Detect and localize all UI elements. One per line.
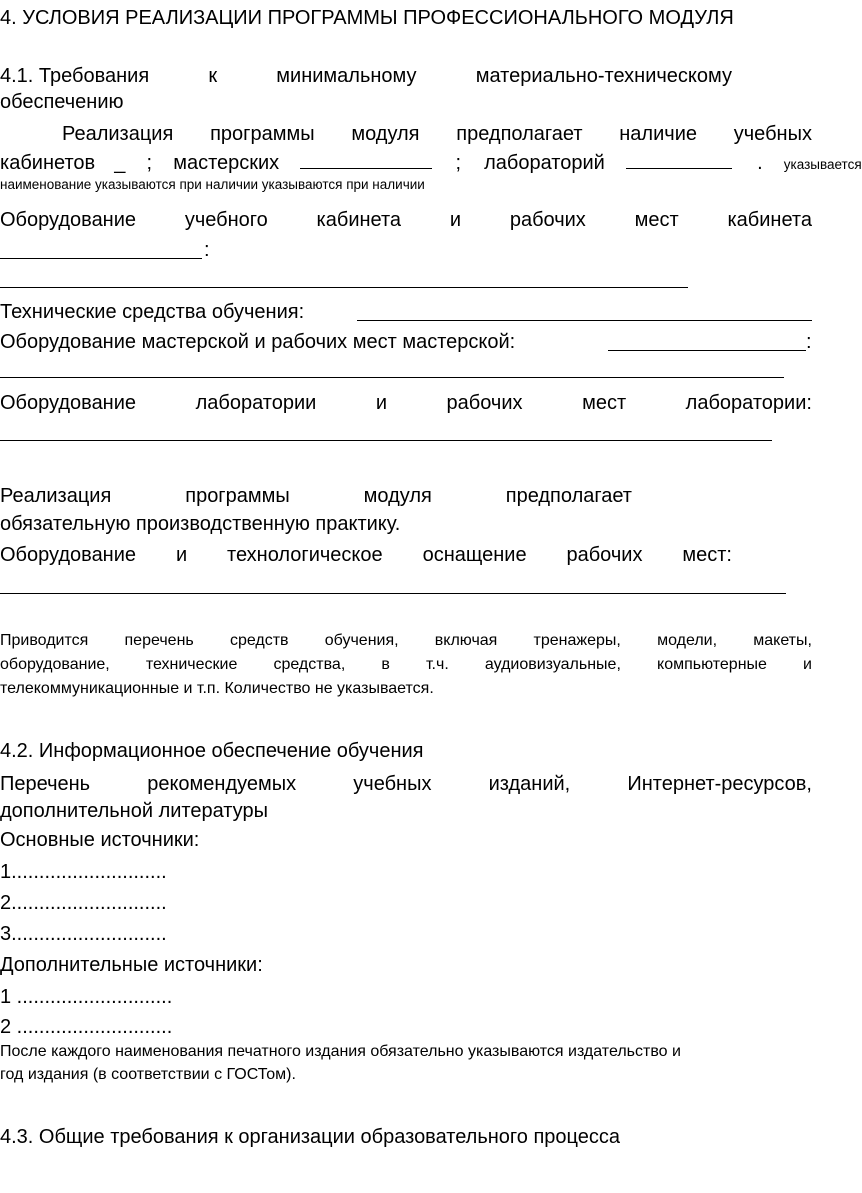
word: Оборудование <box>0 544 137 566</box>
word: и <box>803 656 812 673</box>
word: оснащение <box>422 544 527 566</box>
blank-field <box>300 150 432 169</box>
word: модели, <box>657 632 718 649</box>
equip-workshop-label: Оборудование мастерской и рабочих мест мастерской: <box>0 331 516 353</box>
word: Оборудование <box>0 392 137 414</box>
word: ; <box>455 152 461 174</box>
word: и <box>375 392 387 414</box>
word: в <box>381 656 390 673</box>
list-item: 2 ............................ <box>0 1016 173 1038</box>
word: макеты, <box>753 632 812 649</box>
footnote-line: После каждого наименования печатного издания обязательно указываются издательство и <box>0 1043 681 1060</box>
list-item: 2............................ <box>0 892 167 914</box>
blank-line <box>357 320 812 321</box>
word: модуля <box>363 485 432 507</box>
word: рабочих <box>566 544 643 566</box>
list-heading-line <box>0 772 812 796</box>
word: программы <box>185 485 290 507</box>
blank-line <box>0 287 688 288</box>
word: рабочих <box>446 392 523 414</box>
note-line-3: телекоммуникационные и т.п. Количество не указывается. <box>0 680 434 697</box>
word: тренажеры, <box>533 632 621 649</box>
word: изданий, <box>488 773 571 795</box>
paragraph-line <box>62 122 812 146</box>
word: ; <box>146 152 153 174</box>
word: рабочих <box>509 209 586 231</box>
word: Реализация <box>0 485 112 507</box>
blank-line <box>608 350 806 351</box>
section-4-3-heading: 4.3. Общие требования к организации образовательного процесса <box>0 1126 621 1148</box>
list-item: 1............................ <box>0 861 167 883</box>
word: средств <box>229 632 289 649</box>
word: рекомендуемых <box>147 773 297 795</box>
blank-line <box>0 593 786 594</box>
word: Интернет-ресурсов, <box>627 773 812 795</box>
footnote-line: год издания (в соответствии с ГОСТом). <box>0 1066 296 1083</box>
word: и <box>449 209 462 231</box>
word: технические <box>145 656 238 673</box>
word: кабинета <box>316 209 402 231</box>
word: мест <box>634 209 679 231</box>
blank-line <box>0 258 202 259</box>
tech-means-label: Технические средства обучения: <box>0 301 305 323</box>
word: предполагает <box>505 485 632 507</box>
equip-cabinet-line <box>0 208 812 232</box>
word: аудиовизуальные, <box>484 656 621 673</box>
paragraph-line-2 <box>0 150 862 175</box>
word: лаборатории: <box>685 392 812 414</box>
word: мест <box>582 392 627 414</box>
note-line <box>0 631 812 651</box>
word: Перечень <box>0 773 91 795</box>
word: модуля <box>351 123 420 145</box>
word: кабинетов <box>0 152 96 174</box>
word: Реализация <box>62 123 174 145</box>
section-4-2-heading: 4.2. Информационное обеспечение обучения <box>0 740 424 762</box>
word: мастерских <box>173 152 280 174</box>
practice-line <box>0 484 632 508</box>
word: Оборудование <box>0 209 137 231</box>
word: технологическое <box>227 544 383 566</box>
blank-line <box>0 440 772 441</box>
word: лабораторий <box>484 152 605 174</box>
word: наличие <box>619 123 697 145</box>
section-4-1-heading <box>0 64 732 88</box>
word: включая <box>434 632 498 649</box>
extra-sources-label: Дополнительные источники: <box>0 954 263 976</box>
heading-word: минимальному <box>276 65 417 87</box>
section-title: 4. УСЛОВИЯ РЕАЛИЗАЦИИ ПРОГРАММЫ ПРОФЕССИОНАЛЬНОГО МОДУЛЯ <box>0 7 734 29</box>
word: указывается <box>783 157 862 172</box>
list-item: 1 ............................ <box>0 986 173 1008</box>
equip-lab-line <box>0 391 812 415</box>
section-4-1-heading-line2: обеспечению <box>0 91 124 113</box>
heading-word: материально-техническому <box>475 65 732 87</box>
word: лаборатории <box>195 392 317 414</box>
word: мест: <box>682 544 732 566</box>
heading-word: 4.1. Требования <box>0 65 150 87</box>
word: оборудование, <box>0 656 110 673</box>
note-line <box>0 655 812 675</box>
colon: : <box>806 331 812 353</box>
blank-field <box>626 150 732 169</box>
blank-field: _ <box>114 152 126 174</box>
word: компьютерные <box>657 656 767 673</box>
list-item: 3............................ <box>0 923 167 945</box>
word: . <box>757 152 763 174</box>
word: Приводится <box>0 632 89 649</box>
word: кабинета <box>727 209 812 231</box>
heading-word: к <box>208 65 218 87</box>
word: учебных <box>733 123 812 145</box>
blank-line <box>0 377 784 378</box>
paragraph-line-3: наименование указываются при наличии указываются при наличии <box>0 177 425 192</box>
practice-line-2: обязательную производственную практику. <box>0 513 401 535</box>
word: обучения, <box>324 632 399 649</box>
word: предполагает <box>456 123 583 145</box>
word: и <box>175 544 188 566</box>
word: учебных <box>353 773 432 795</box>
colon: : <box>204 239 210 261</box>
word: программы <box>210 123 315 145</box>
list-heading-line-2: дополнительной литературы <box>0 800 268 822</box>
word: перечень <box>124 632 194 649</box>
word: т.ч. <box>425 656 449 673</box>
word: средства, <box>273 656 346 673</box>
tech-equip-line <box>0 543 732 567</box>
main-sources-label: Основные источники: <box>0 829 200 851</box>
word: учебного <box>184 209 268 231</box>
